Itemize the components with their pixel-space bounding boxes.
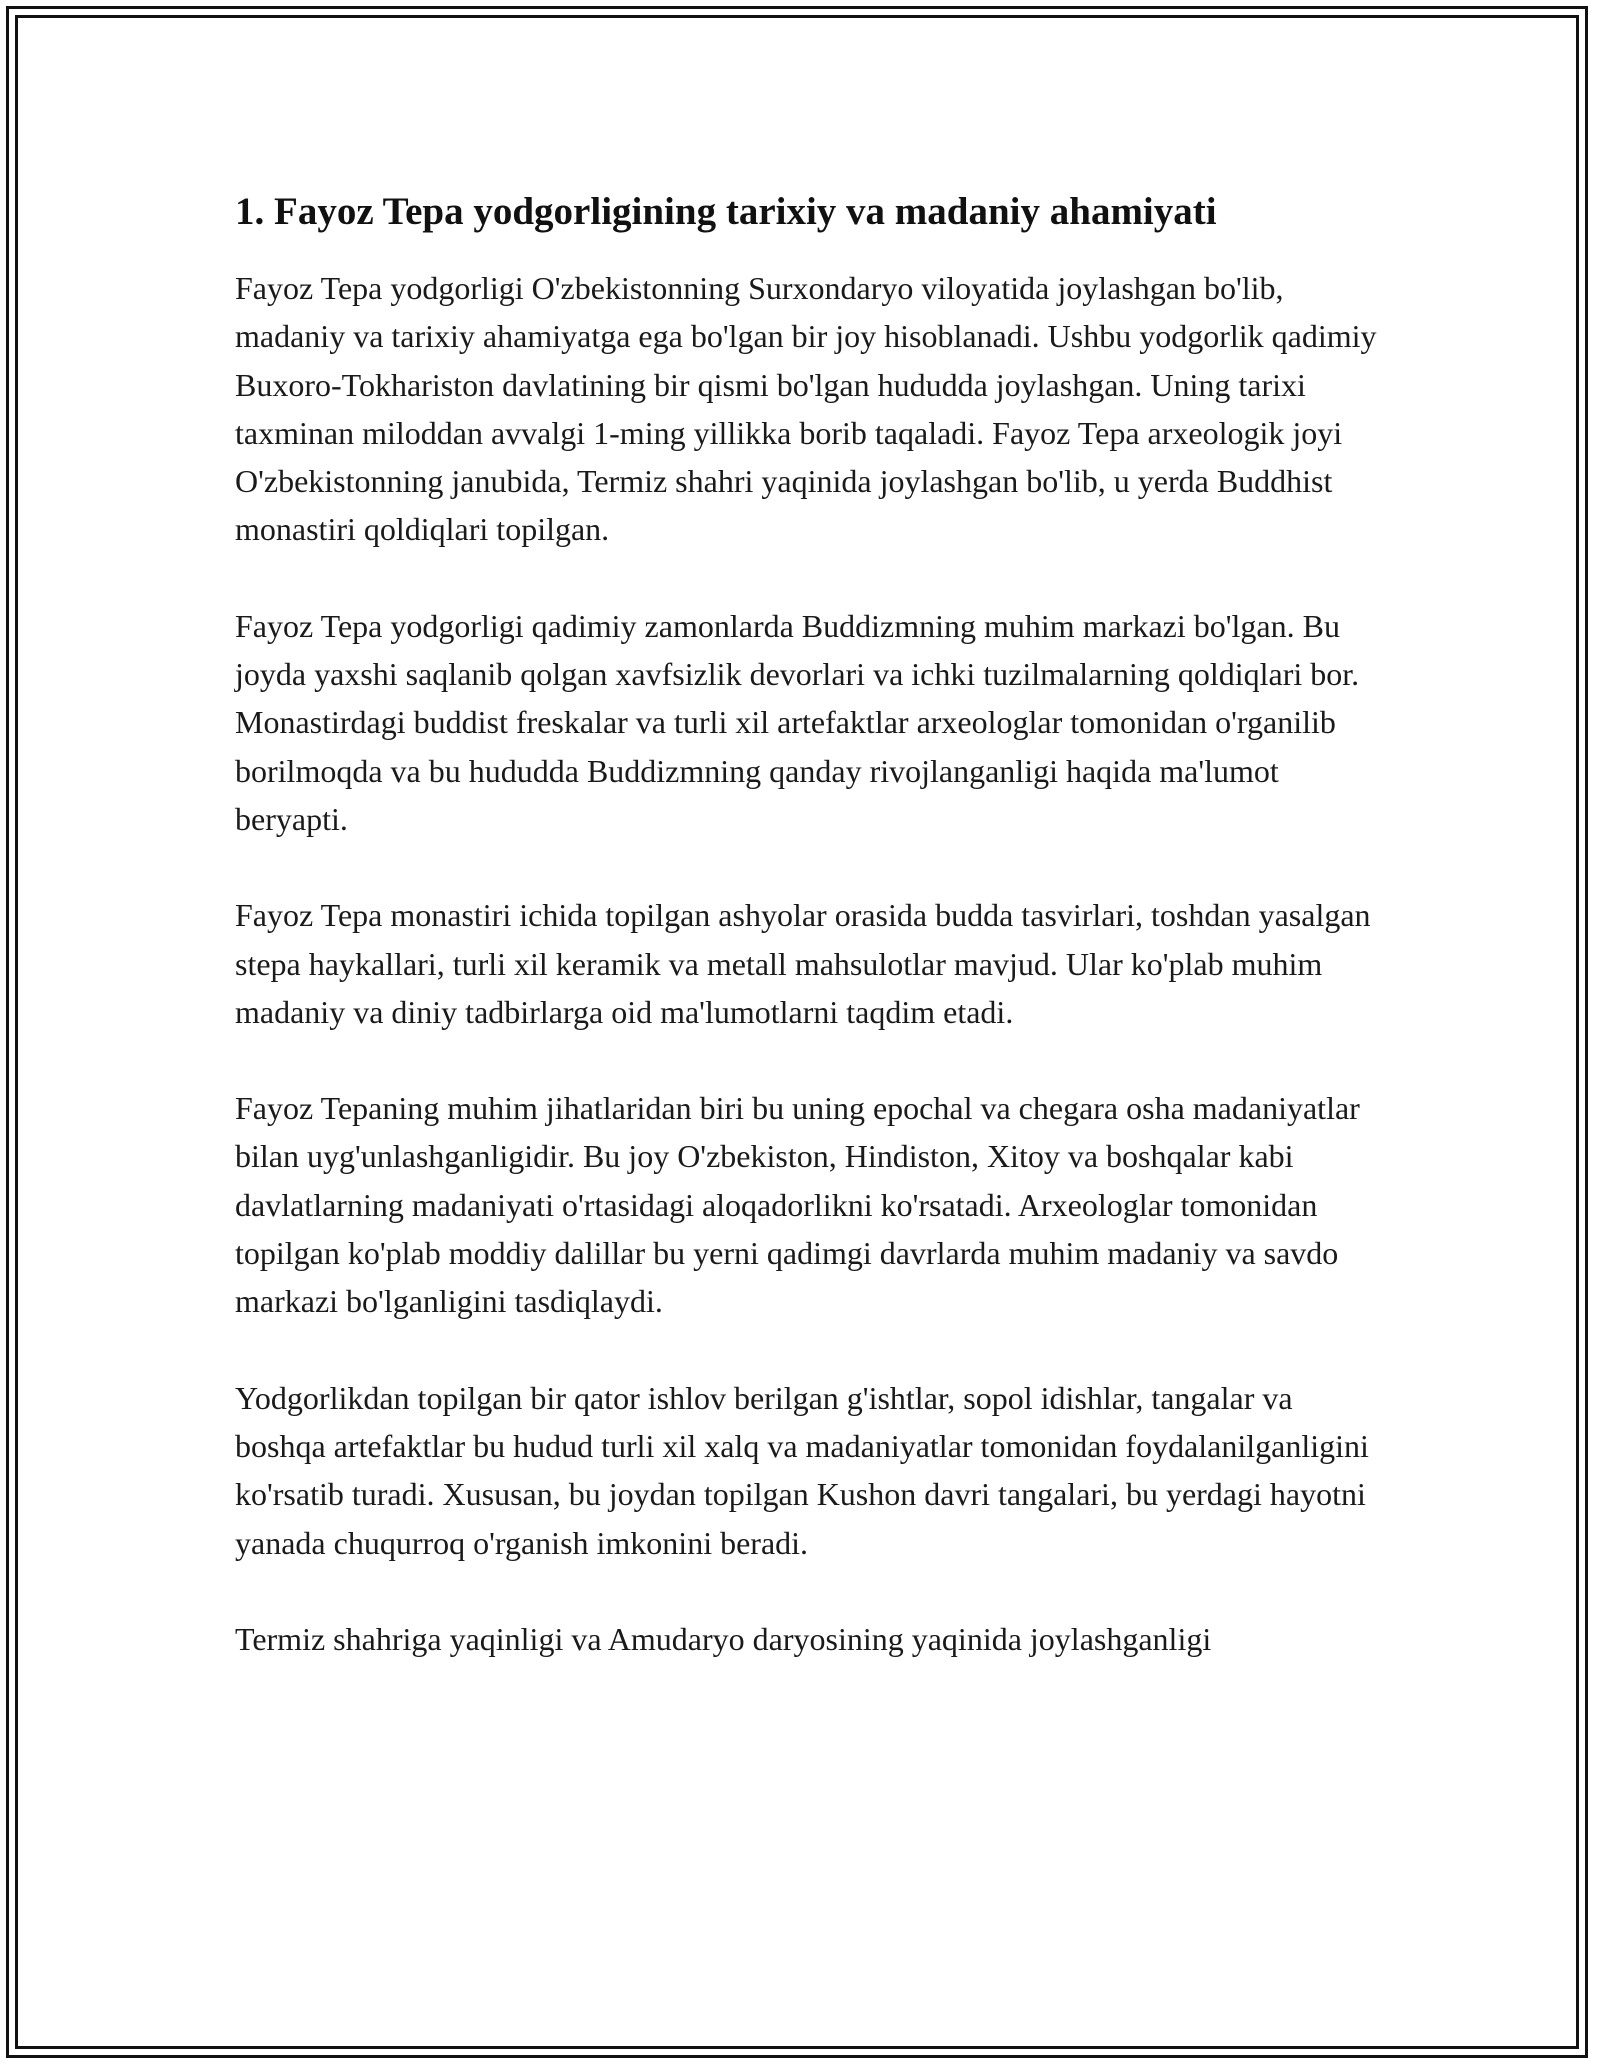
paragraph: Yodgorlikdan topilgan bir qator ishlov berilgan g'ishtlar, sopol idishlar, tangalar va boshqa artefaktlar bu hudud turli xil xalq va madaniyatlar tomonidan foydalanilganligini ko'rsatib turadi. Xususan, bu joydan topilgan Kushon davri tangalari, bu yerdagi hayotni yanada chuqurroq o'rganish imkonini beradi.: [235, 1379, 1369, 1561]
paragraph: Fayoz Tepa yodgorligi O'zbekistonning Surxondaryo viloyatida joylashgan bo'lib, madaniy va tarixiy ahamiyatga ega bo'lgan bir joy hisoblanadi. Ushbu yodgorlik qadimiy Buxoro-Tokhariston davlatining bir qismi bo'lgan hududda joylashgan. Uning tarixi taxminan miloddan avvalgi 1-ming yillikka borib taqaladi. Fayoz Tepa arxeologik joyi O'zbekistonning janubida, Termiz shahri yaqinida joylashgan bo'lib, u yerda Buddhist monastiri qoldiqlari topilgan.: [235, 270, 1377, 548]
section-heading: 1. Fayoz Tepa yodgorligining tarixiy va madaniy ahamiyati: [235, 190, 1217, 233]
paragraph: Termiz shahriga yaqinligi va Amudaryo daryosining yaqinida joylashganligi: [235, 1620, 1212, 1657]
paragraph: Fayoz Tepa monastiri ichida topilgan ashyolar orasida budda tasvirlari, toshdan yasalgan stepa haykallari, turli xil keramik va metall mahsulotlar mavjud. Ular ko'plab muhim madaniy va diniy tadbirlarga oid ma'lumotlarni taqdim etadi.: [235, 897, 1371, 1030]
paragraph: Fayoz Tepa yodgorligi qadimiy zamonlarda Buddizmning muhim markazi bo'lgan. Bu joyda yaxshi saqlanib qolgan xavfsizlik devorlari va ichki tuzilmalarning qoldiqlari bor. Monastirdagi buddist freskalar va turli xil artefaktlar arxeologlar tomonidan o'rganilib borilmoqda va bu hududda Buddizmning qanday rivojlanganligi haqida ma'lumot beryapti.: [235, 607, 1360, 837]
paragraph: Fayoz Tepaning muhim jihatlaridan biri bu uning epochal va chegara osha madaniyatlar bilan uyg'unlashganligidir. Bu joy O'zbekiston, Hindiston, Xitoy va boshqalar kabi davlatlarning madaniyati o'rtasidagi aloqadorlikni ko'rsatadi. Arxeologlar tomonidan topilgan ko'plab moddiy dalillar bu yerni qadimgi davrlarda muhim madaniy va savdo markazi bo'lganligini tasdiqlaydi.: [235, 1090, 1360, 1320]
document-body: [235, 186, 1385, 1663]
